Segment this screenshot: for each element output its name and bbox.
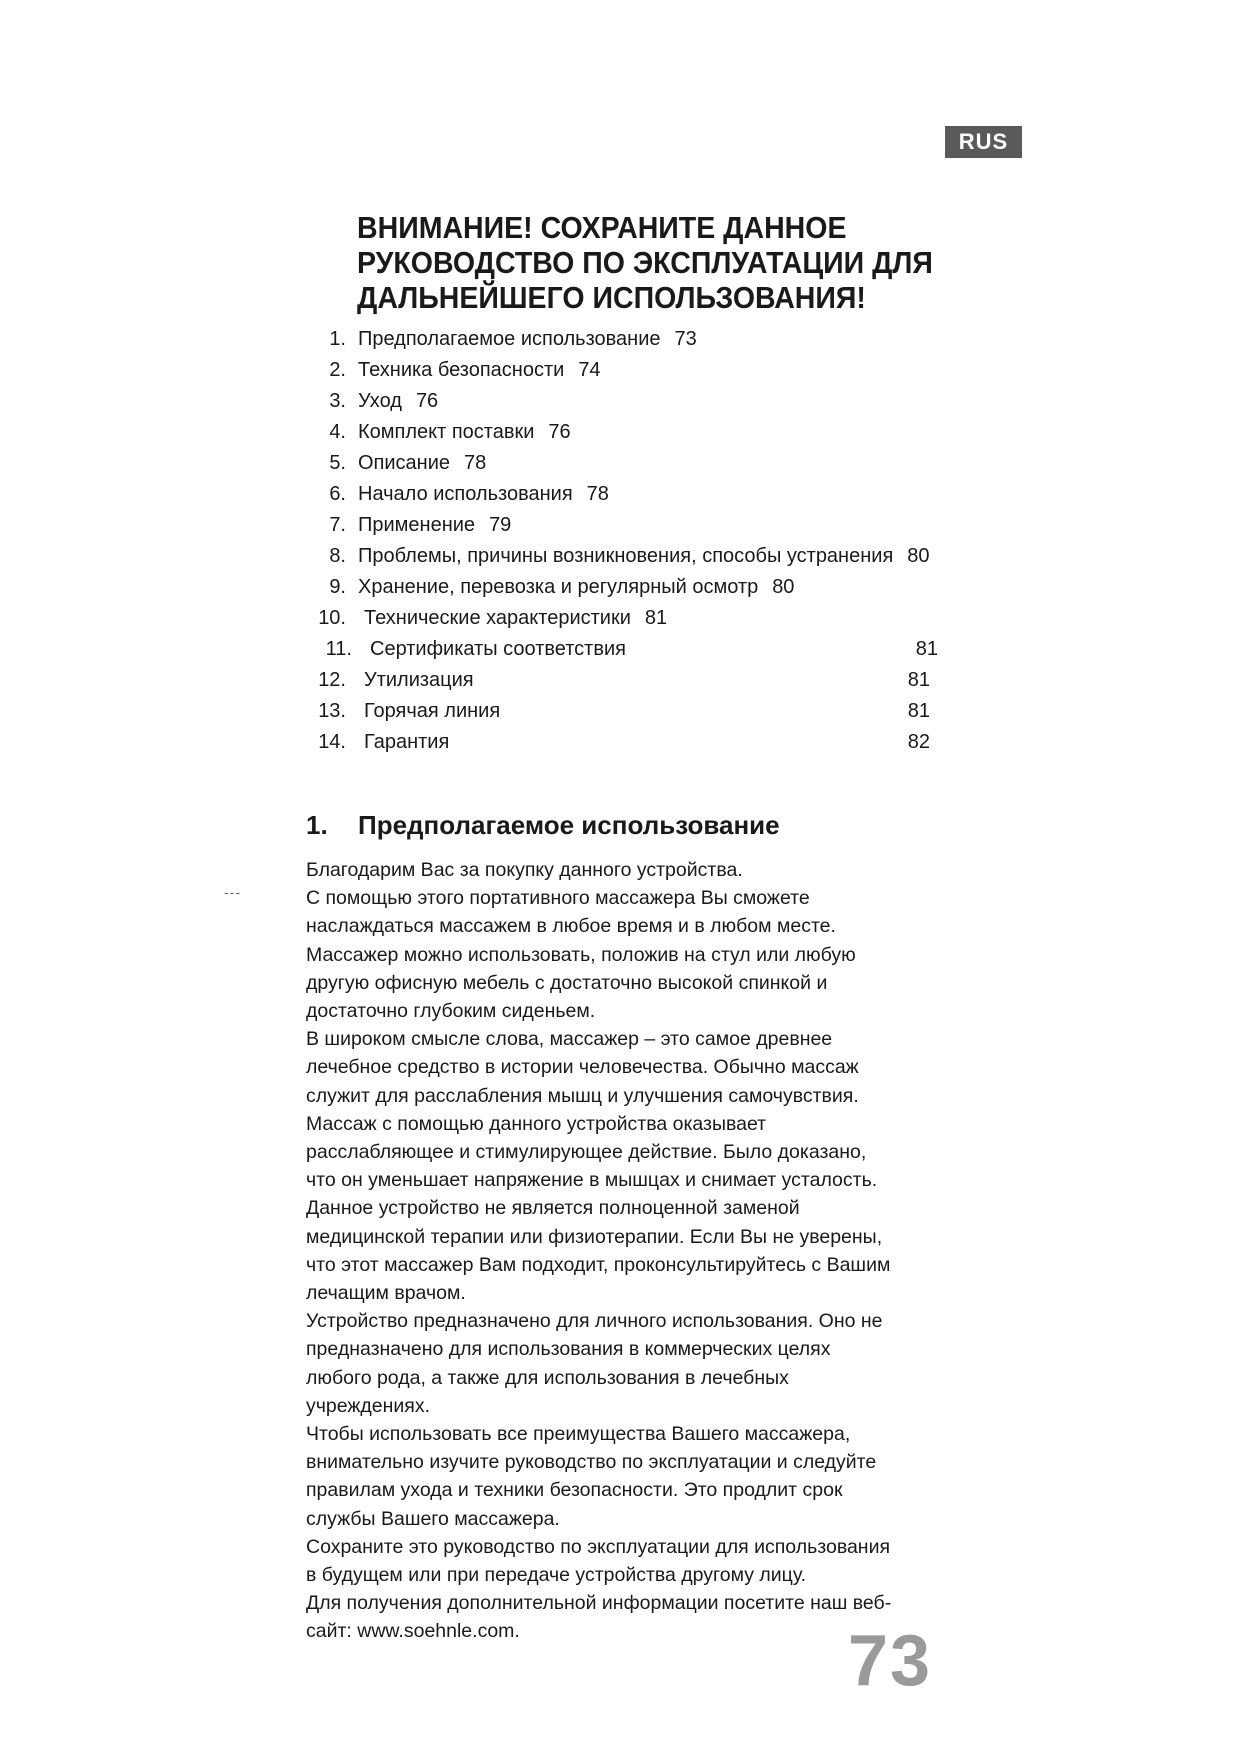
toc-label: Предполагаемое использование [358,328,661,350]
toc-item[interactable] [310,386,930,417]
body-line: что этот массажер Вам подходит, проконсультируйтесь с Вашим [306,1253,891,1276]
toc-number: 7. [329,514,346,536]
toc-label: Техника безопасности [358,359,565,381]
toc-page: 74 [578,359,601,381]
body-line: предназначено для использования в коммерческих целях [306,1338,831,1361]
toc-number: 1. [329,328,346,350]
body-line: Сохраните это руководство по эксплуатации для использования [306,1535,891,1558]
toc-label: Описание [358,452,451,474]
toc-number: 9. [329,576,346,598]
body-line: Массаж с помощью данного устройства оказывает [306,1112,767,1135]
section-title: Предполагаемое использование [358,810,780,840]
toc-label: Утилизация [364,669,474,691]
body-line: любого рода, а также для использования в лечебных [306,1366,789,1389]
toc-page: 76 [415,390,439,412]
body-line: Массажер можно использовать, положив на стул или любую [306,943,856,966]
toc-item[interactable] [310,603,930,634]
toc-item[interactable] [310,572,930,603]
toc-page: 80 [772,576,795,598]
body-line: лечащим врачом. [306,1282,466,1305]
toc-item[interactable] [310,355,930,386]
toc-item[interactable] [310,324,930,355]
toc-number: 10. [318,607,346,629]
toc-number: 3. [329,390,346,412]
toc-number: 11. [325,638,352,660]
toc-page: 81 [644,607,668,629]
body-line: достаточно глубоким сиденьем. [306,1000,596,1023]
body-line: что он уменьшает напряжение в мышцах и снимает усталость. [306,1169,878,1192]
toc-label: Хранение, перевозка и регулярный осмотр [358,576,759,598]
toc-number: 12. [318,669,346,691]
toc-item[interactable] [310,727,930,758]
toc-number: 14. [318,731,346,753]
toc-page: 81 [907,669,930,691]
toc-item[interactable] [310,541,930,572]
body-line: службы Вашего массажера. [306,1507,560,1530]
section-number: 1. [306,810,328,840]
toc-label: Начало использования [358,483,573,505]
toc-page: 73 [674,328,697,350]
language-badge: RUS [945,126,1022,158]
body-line: Для получения дополнительной информации посетите наш веб- [306,1592,892,1615]
toc-page: 80 [907,545,930,567]
body-line: учреждениях. [306,1394,431,1417]
page-number: 73 [848,1621,933,1701]
body-line: С помощью этого портативного массажера Вы сможете [306,887,810,910]
warning-line: РУКОВОДСТВО ПО ЭКСПЛУАТАЦИИ ДЛЯ [357,245,933,280]
toc-page: 79 [489,514,512,536]
toc-label: Комплект поставки [358,421,535,443]
warning-heading [357,210,946,315]
margin-mark: --- [224,884,241,900]
table-of-contents [310,324,938,758]
toc-number: 2. [329,359,346,381]
toc-item[interactable] [310,696,930,727]
body-line: В широком смысле слова, массажер – это самое древнее [306,1028,833,1051]
warning-line: ДАЛЬНЕЙШЕГО ИСПОЛЬЗОВАНИЯ! [357,280,866,315]
website-line[interactable]: сайт: www.soehnle.com. [306,1620,520,1643]
toc-number: 5. [329,452,346,474]
toc-page: 78 [464,452,487,474]
toc-label: Гарантия [364,731,450,753]
toc-label: Уход [358,390,402,412]
toc-label: Сертификаты соответствия [370,638,626,660]
body-line: Благодарим Вас за покупку данного устройства. [306,859,743,881]
toc-label: Применение [358,514,476,536]
toc-label: Проблемы, причины возникновения, способы устранения [358,545,894,567]
toc-item[interactable] [310,665,930,696]
toc-number: 4. [329,421,346,443]
body-text [306,856,946,1646]
toc-page: 82 [907,731,930,753]
toc-label: Горячая линия [364,700,501,722]
section-heading [306,810,780,841]
toc-number: 8. [329,545,346,567]
body-line: лечебное средство в истории человечества. Обычно массаж [306,1056,859,1079]
toc-item[interactable] [310,448,930,479]
toc-item[interactable] [310,479,930,510]
body-line: внимательно изучите руководство по эксплуатации и следуйте [306,1451,877,1474]
body-line: в будущем или при передаче устройства другому лицу. [306,1564,807,1587]
body-line: Чтобы использовать все преимущества Вашего массажера, [306,1423,851,1446]
body-line: Устройство предназначено для личного использования. Оно не [306,1310,883,1333]
body-line: правилам ухода и техники безопасности. Это продлит срок [306,1479,843,1502]
toc-page: 78 [586,483,609,505]
body-line: медицинской терапии или физиотерапии. Если Вы не уверены, [306,1225,883,1248]
body-line: Данное устройство не является полноценной заменой [306,1197,800,1220]
body-line: расслабляющее и стимулирующее действие. Было доказано, [306,1141,867,1164]
body-line: служит для расслабления мышц и улучшения самочувствия. [306,1084,859,1107]
toc-item[interactable] [310,510,930,541]
toc-number: 6. [329,483,346,505]
body-line: другую офисную мебель с достаточно высокой спинкой и [306,971,828,994]
toc-page: 76 [548,421,571,443]
toc-number: 13. [318,700,346,722]
toc-item[interactable] [310,634,938,665]
body-line: наслаждаться массажем в любое время и в любом месте. [306,915,836,938]
toc-page: 81 [915,638,938,660]
toc-label: Технические характеристики [364,607,631,629]
warning-line: ВНИМАНИЕ! СОХРАНИТЕ ДАННОЕ [357,210,847,245]
toc-item[interactable] [310,417,930,448]
toc-page: 81 [907,700,930,722]
